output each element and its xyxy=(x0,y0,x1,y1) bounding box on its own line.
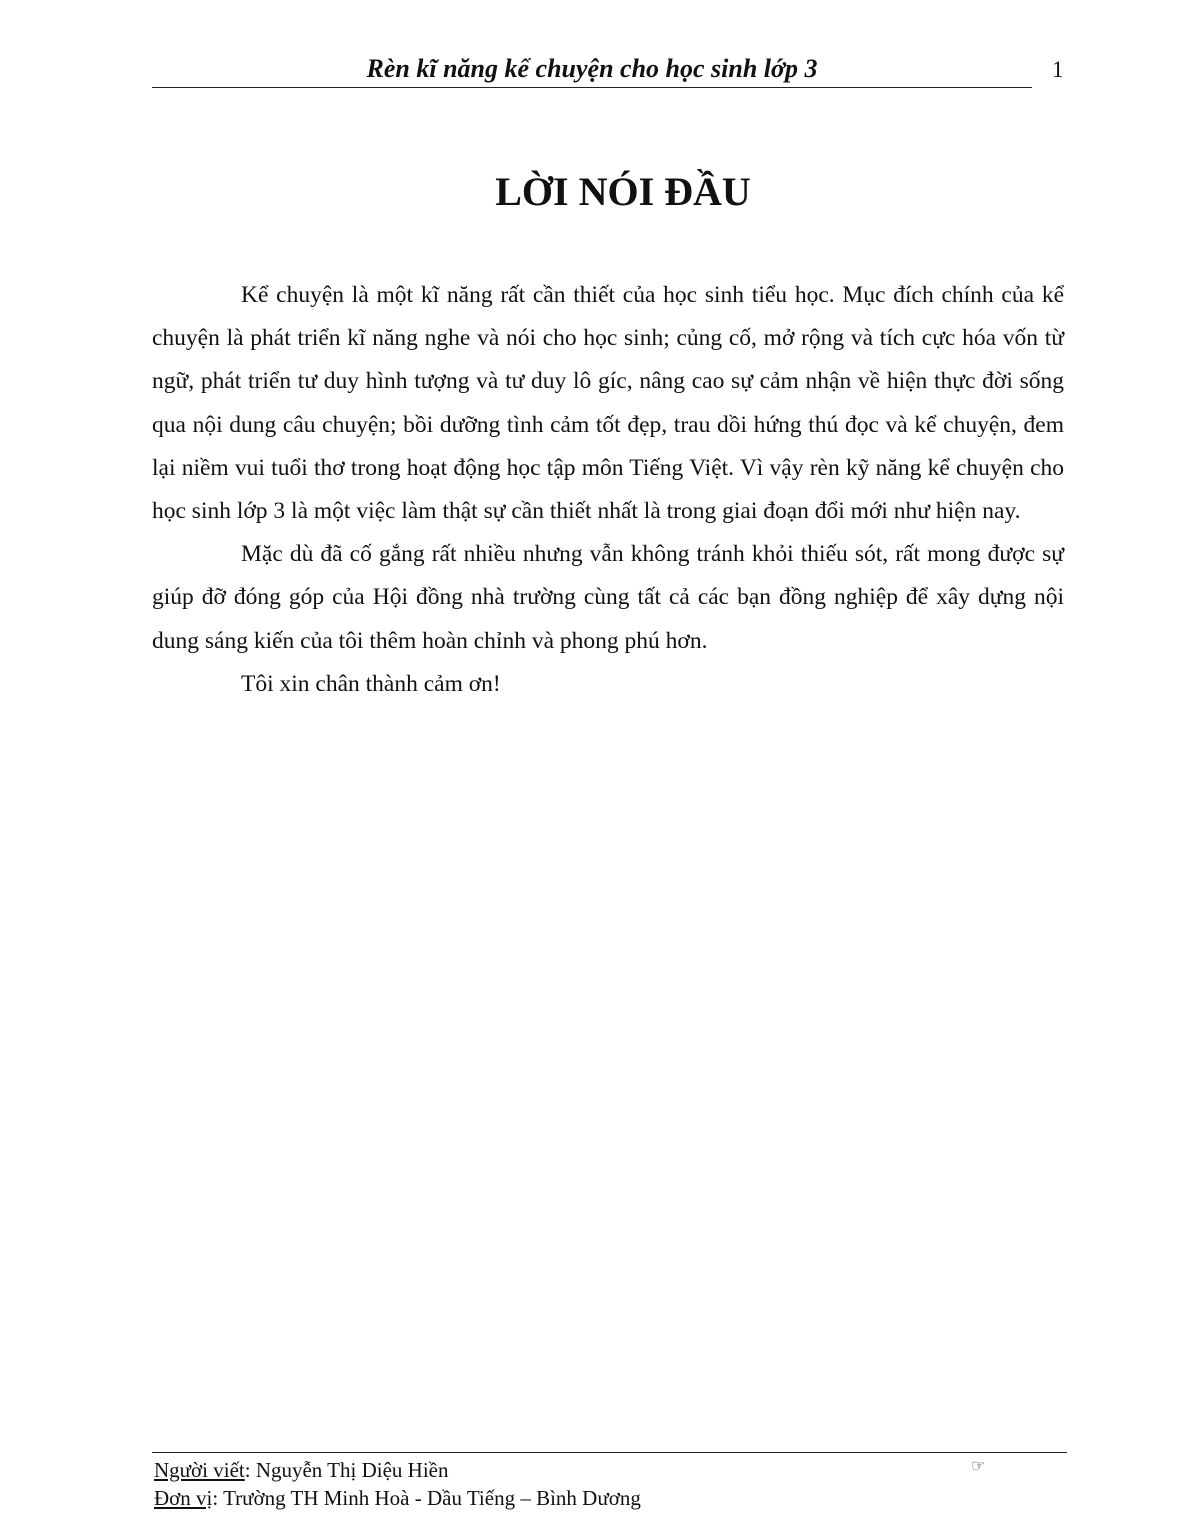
pointing-hand-icon: ☞ xyxy=(971,1458,986,1475)
footer-unit-value: : Trường TH Minh Hoà - Dầu Tiếng – Bình Dương xyxy=(212,1486,641,1510)
header-divider xyxy=(152,87,1032,88)
footer-unit xyxy=(154,1485,641,1511)
body-text xyxy=(152,274,1064,706)
footer-divider xyxy=(152,1452,1067,1453)
page-number: 1 xyxy=(1052,57,1064,82)
footer-author xyxy=(154,1457,448,1483)
footer-unit-label: Đơn vị xyxy=(154,1486,213,1510)
footer-author-value: : Nguyễn Thị Diệu Hiền xyxy=(244,1458,449,1482)
document-title: LỜI NÓI ĐẦU xyxy=(495,169,751,214)
paragraph-intro: Kể chuyện là một kĩ năng rất cần thiết của học sinh tiểu học. Mục đích chính của kể chuyện là phát triển kĩ năng nghe và nói cho học sinh; củng cố, mở rộng và tích cực hóa vốn từ ngữ, phát triển tư duy hình tượng và tư duy lô gíc, nâng cao sự cảm nhận về hiện thực đời sống qua nội dung câu chuyện; bồi dưỡng tình cảm tốt đẹp, trau dồi hứng thú đọc và kể chuyện, đem lại niềm vui tuổi thơ trong hoạt động học tập môn Tiếng Việt. Vì vậy rèn kỹ năng kể chuyện cho học sinh lớp 3 là một việc làm thật sự cần thiết nhất là trong giai đoạn đổi mới như hiện nay. xyxy=(152,282,1064,525)
footer-author-label: Người viết xyxy=(154,1458,245,1482)
running-header-title: Rèn kĩ năng kể chuyện cho học sinh lớp 3 xyxy=(366,54,818,83)
paragraph-thanks: Tôi xin chân thành cảm ơn! xyxy=(241,670,501,697)
paragraph-request: Mặc dù đã cố gắng rất nhiều nhưng vẫn không tránh khỏi thiếu sót, rất mong được sự giúp đỡ đóng góp của Hội đồng nhà trường cùng tất cả các bạn đồng nghiệp để xây dựng nội dung sáng kiến của tôi thêm hoàn chỉnh và phong phú hơn. xyxy=(152,541,1064,654)
